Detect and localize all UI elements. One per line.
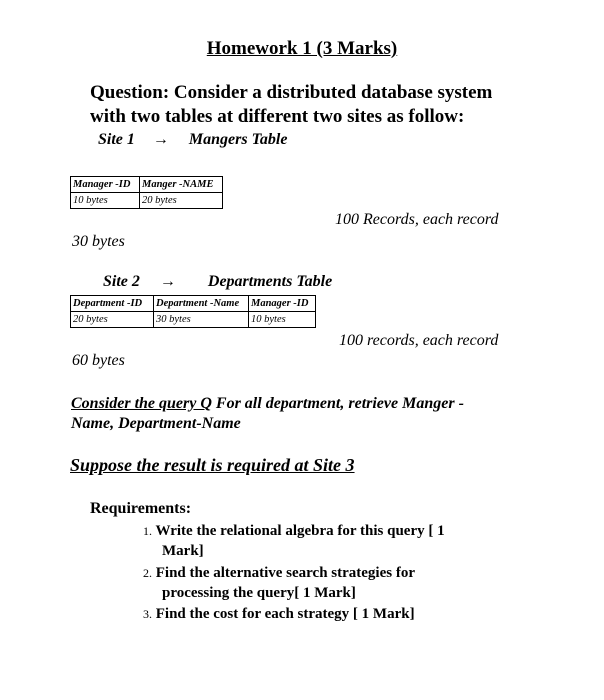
requirements-heading: Requirements: bbox=[90, 500, 192, 517]
site1-table-name: Mangers Table bbox=[188, 131, 288, 148]
table-row bbox=[71, 193, 223, 209]
table-cell: 10 bytes bbox=[249, 312, 316, 328]
item-number: 1. bbox=[143, 524, 152, 538]
table-cell: 10 bytes bbox=[71, 193, 140, 209]
suppose-statement: Suppose the result is required at Site 3 bbox=[70, 455, 355, 475]
item-text: Find the alternative search strategies for bbox=[155, 565, 415, 581]
site2-record-size: 60 bytes bbox=[72, 352, 125, 369]
table-cell: 20 bytes bbox=[140, 193, 223, 209]
question-line-1: Question: Consider a distributed database system bbox=[90, 82, 493, 103]
column-header: Manager -ID bbox=[249, 296, 316, 312]
query-line-2: Name, Department-Name bbox=[71, 415, 241, 432]
item-text: Find the cost for each strategy [ 1 Mark] bbox=[155, 606, 415, 622]
site1-records-text: 100 Records, each record bbox=[335, 211, 499, 228]
query-line-1-rest: For all department, retrieve Manger - bbox=[211, 395, 464, 412]
column-header: Manger -NAME bbox=[140, 177, 223, 193]
site1-label: Site 1 bbox=[98, 131, 135, 148]
item-text: Write the relational algebra for this query [ 1 bbox=[155, 523, 445, 539]
site1-record-size: 30 bytes bbox=[72, 233, 125, 250]
site2-table-name: Departments Table bbox=[207, 273, 333, 290]
site2-heading bbox=[103, 273, 332, 291]
column-header: Manager -ID bbox=[71, 177, 140, 193]
requirement-continuation: Mark] bbox=[162, 543, 204, 559]
requirement-item bbox=[143, 565, 415, 582]
site1-heading bbox=[98, 131, 287, 149]
requirement-continuation: processing the query[ 1 Mark] bbox=[162, 585, 356, 601]
table-cell: 20 bytes bbox=[71, 312, 154, 328]
table-header-row bbox=[71, 296, 316, 312]
site2-records-text: 100 records, each record bbox=[339, 332, 499, 349]
table-header-row bbox=[71, 177, 223, 193]
table-row bbox=[71, 312, 316, 328]
departments-table bbox=[70, 295, 316, 328]
query-line-1 bbox=[71, 395, 464, 413]
requirement-item bbox=[143, 606, 415, 623]
site2-label: Site 2 bbox=[103, 273, 140, 290]
question-line-2: with two tables at different two sites as follow: bbox=[90, 106, 465, 127]
arrow-icon: → bbox=[159, 273, 176, 290]
requirement-item bbox=[143, 523, 445, 540]
item-number: 2. bbox=[143, 566, 152, 580]
arrow-icon: → bbox=[152, 131, 169, 148]
page-title: Homework 1 (3 Marks) bbox=[206, 38, 398, 59]
query-underlined: Consider the query Q bbox=[71, 395, 212, 412]
column-header: Department -ID bbox=[71, 296, 154, 312]
table-cell: 30 bytes bbox=[154, 312, 249, 328]
managers-table bbox=[70, 176, 223, 209]
column-header: Department -Name bbox=[154, 296, 249, 312]
item-number: 3. bbox=[143, 607, 152, 621]
